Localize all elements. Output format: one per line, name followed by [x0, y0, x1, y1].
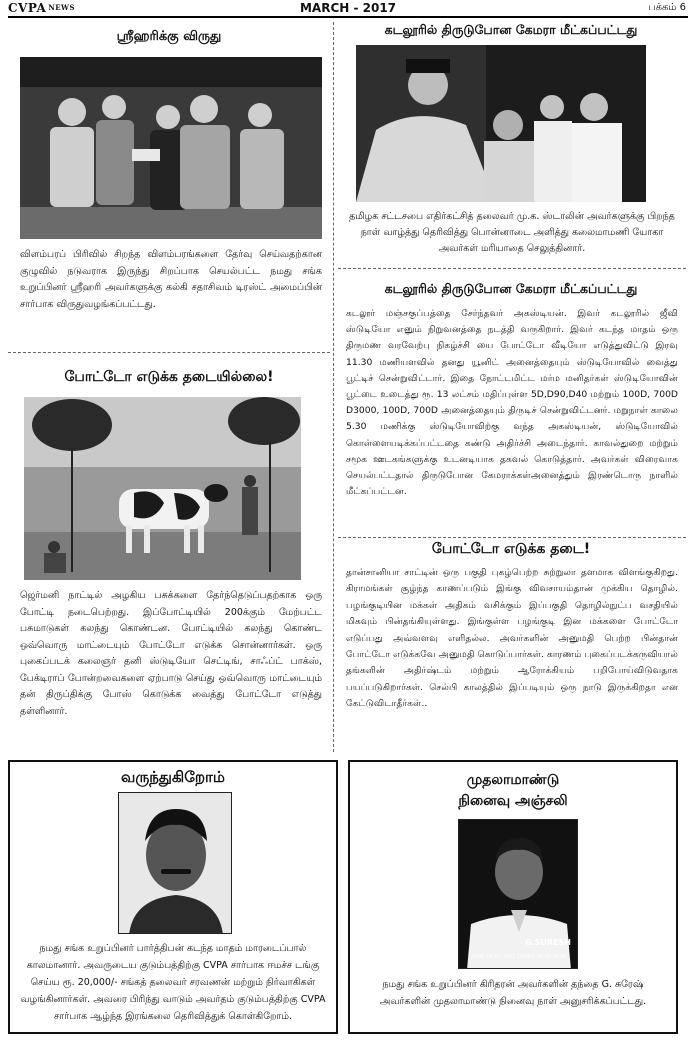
award-text: விளம்பரப் பிரிவில் சிறந்த விளம்பரங்களை தேர்வு செய்வதற்கான குழுவில் நடுவராக இருந்து சிறப்பாக செயல்பட்ட நமது சங்க உறுப்பினர் ஸ்ரீஹரி அவர்களுக்கு கல்கி சதாசிவம் டிரஸ்ட் அமைப்பின் சார்பாக விருதுவழங்கப்பட்டது. [20, 249, 322, 310]
condolence-text: நமது சங்க உறுப்பினர் பார்த்திபன் கடந்த மாதம் மாரடைப்பால் காலமானார். அவருடைய குடும்பத்திற்கு CVPA சார்பாக ஈமச்ச டங்கு செய்ய ரூ. 20,000/- சங்கத் தலைவர் சரவணன் மற்றும் நிர்வாகிகள் வழங்கினார்கள். அவரை பிரிந்து வாடும் அவர்தம் குடும்பத்திற்கு CVPA சார்பாக ஆழ்ந்த இரங்கலை தெரிவித்துக் கொள்கிறோம். [20, 943, 326, 1022]
section-divider [8, 352, 330, 353]
cow-photo-heading: போட்டோ எடுக்க தடையில்லை! [64, 369, 274, 385]
condolence-box [8, 760, 338, 1034]
condolence-heading: வருந்துகிறோம் [121, 768, 225, 786]
cow-photo-text: ஜெர்மனி நாட்டில் அழகிய பசுக்களை தேர்ந்தெடுப்பதற்காக ஒரு போட்டி நடைபெற்றது. இப்போட்டியில் 200க்கும் மேற்பட்ட பசுமாடுகள் கலந்து கொண்டன. போட்டியில் கலந்து கொண்ட ஒவ்வொரு மாட்டையும் போட்டோ எடுக்க சொன்னார்கள். ஒரு புகைப்படக் கலைஞர் தனி ஸ்டுடியோ செட்டிங், சாஃப்ட் பாக்ஸ், பேக்டிராப் போன்றவைகளை ஏற்பாடு செய்து ஒவ்வொரு மாட்டையும் தன் திருப்திக்கு போஸ் கொடுக்க வைத்து போட்டோ எடுத்து தள்ளினார். [20, 590, 322, 717]
portrait-dates-label: DOB: 01.07.1961 DEATH: 05.03.2016 [472, 954, 566, 960]
photo-ban-heading: போட்டோ எடுக்க தடை! [431, 541, 591, 557]
stolen-camera-heading: கடலூரில் திருடுபோன கேமரா மீட்கப்பட்டது [384, 281, 638, 296]
memorial-portrait [458, 819, 578, 969]
memorial-heading-line1: முதலாமாண்டு [466, 772, 560, 788]
page-header [8, 0, 688, 18]
memorial-box [348, 760, 678, 1034]
issue-month: MARCH - 2017 [299, 1, 397, 15]
section-divider [338, 537, 686, 538]
stalin-photo-heading: கடலூரில் திருடுபோன கேமரா மீட்கப்பட்டது [384, 22, 638, 37]
memorial-heading-line2: நினைவு அஞ்சலி [458, 793, 568, 809]
greeting-caption: தமிழக சட்டசபை எதிர்கட்சித் தலைவர் மு.க. ஸ்டாலின் அவர்களுக்கு பிறந்த நாள் வாழ்த்து தெரிவித்து பொன்னாடை அளித்து கலைமாமணி யோகா அவர்கள் மரியாதை செலுத்தினார். [349, 211, 675, 254]
portrait-name-label: G.SURESH [525, 938, 571, 947]
member-portrait [118, 792, 232, 934]
photo-ban-text: தான்சானியா சாட்டின் ஒரு பகுதி புகழ்பெற்ற சுற்றுலா தளமாக விளங்குகிறது. கிராமங்கள் சூழ்ந்த காணப்படும் இங்கு விவசாயம்தான் முக்கிய தொழில். பழங்குடியின மக்கள் அதிகம் வசிக்கும் இப்பகுதி தொழில்நுட்ப வசதியில் மிகவும் பின்தங்கியுள்ளது. இங்குள்ள பழங்குடி இன மக்களை போட்டோ எடுப்பது அவ்வளவு எளிதல்ல. அவர்களின் அனுமதி பெற்ற பின்தான் போட்டோ எடுக்கவே அனுமதி கொடுப்பார்கள். காரணம் புகைப்படக்கருவியால் தங்களின் அதிர்ஷ்டம் மற்றும் ஆரோக்கியம் பறிபோய்விடுவதாக பயப்படுகிறார்கள். செல்பி காலத்தில் இப்படியும் ஒரு நாடு இருக்கிறதா என கேட்டுவிடாதீர்கள்.. [346, 567, 678, 710]
memorial-text: நமது சங்க உறுப்பினர் கிரிதரன் அவர்களின் தந்தை G. சுரேஷ் அவர்களின் முதலாமாண்டு நினைவு நாள் அனுசரிக்கப்பட்டது. [379, 979, 647, 1007]
section-divider [338, 268, 686, 269]
award-heading: ஸ்ரீஹரிக்கு விருது [116, 29, 222, 44]
award-ceremony-photo [20, 57, 322, 239]
cow-photoshoot-photo [24, 397, 301, 580]
greeting-ceremony-photo [356, 45, 646, 202]
newsletter-logo: CVPA NEWS [8, 1, 75, 15]
stolen-camera-text: கடலூர் மஞ்சகுப்பத்தை சேர்ந்தவர் அகஸ்டியன். இவர் கடலூரில் ஜீவி ஸ்டுடியோ எனும் நிறுவனத்தை நடத்தி வருகிறார். இவர் கடந்த மாதம் ஒரு திருமண வரவேற்பு நிகழ்ச்சி யை போட்டோ வீடியோ எடுத்துவிட்டு இரவு 11.30 மணியளவில் தனது யூனிட் அனைத்தையும் ஸ்டுடியோவில் வைத்து பூட்டிச் சென்றுவிட்டார். இதை நோட்டமிட்ட மர்ம மனிதர்கள் ஸ்டுடியோவின் பூட்டை உடைத்து ரூ. 13 லட்சம் மதிப்புள்ள 5D,D90,D40 மற்றும் 100D, 700D D3000, 100D, 700D அனைத்தையும் திருடிச் சென்றுவிட்டனர். மறுநாள் காலை 5.30 மணிக்கு ஸ்டுடியோவிற்கு வந்த அகஸ்டியன், ஸ்டுடியோவில் கொள்ளையடிக்கப்பட்டதை கண்டு அதிர்ச்சி அடைந்தார். காவல்துறை மற்றும் சமூக ஊடகங்களுக்கு உடனடியாக தகவல் கொடுத்தார். அவர்கள் விரைவாக செயல்பட்டதால் திருடுபோன கேமராக்கள்அனைத்தும் இரண்டொரு நாளில் மீட்கப்பட்டன. [346, 308, 678, 498]
column-divider [333, 22, 334, 752]
page-number: பக்கம் 6 [648, 2, 686, 13]
